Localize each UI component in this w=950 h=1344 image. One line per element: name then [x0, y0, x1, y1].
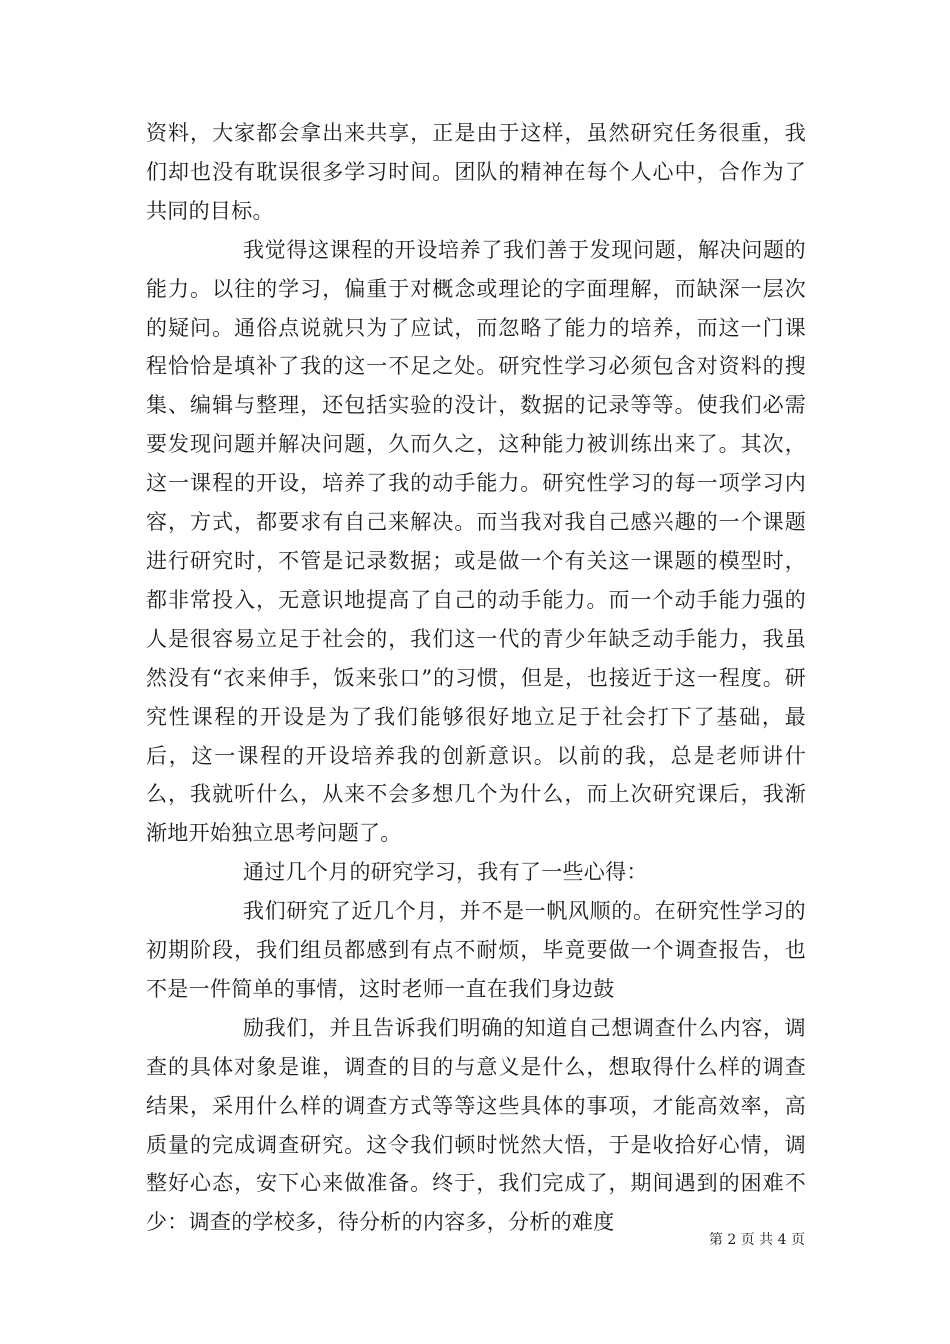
paragraph: 我们研究了近几个月，并不是一帆风顺的。在研究性学习的初期阶段，我们组员都感到有点不耐烦，毕竟要做一个调查报告，也不是一件简单的事情，这时老师一直在我们身边鼓 — [146, 899, 806, 1001]
paragraph: 我觉得这课程的开设培养了我们善于发现问题，解决问题的能力。以往的学习，偏重于对概念或理论的字面理解，而缺深一层次的疑问。通俗点说就只为了应试，而忽略了能力的培养，而这一门课程恰恰是填补了我的这一不足之处。研究性学习必须包含对资料的搜集、编辑与整理，还包括实验的没计，数据的记录等等。使我们必需要发现问题并解决问题，久而久之，这种能力被训练出来了。其次，这一课程的开设，培养了我的动手能力。研究性学习的每一项学习内容，方式，都要求有自己来解决。而当我对我自己感兴趣的一个课题进行研究时，不管是记录数据；或是做一个有关这一课题的模型时，都非常投入，无意识地提高了自己的动手能力。而一个动手能力强的人是很容易立足于社会的，我们这一代的青少年缺乏动手能力，我虽然没有“衣来伸手，饭来张口”的习惯，但是，也接近于这一程度。研究性课程的开设是为了我们能够很好地立足于社会打下了基础，最后，这一课程的开设培养我的创新意识。以前的我，总是老师讲什么，我就听什么，从来不会多想几个为什么，而上次研究课后，我渐渐地开始独立思考问题了。 — [146, 237, 806, 846]
page-number-footer: 第 2 页 共 4 页 — [708, 1232, 805, 1248]
paragraph: 通过几个月的研究学习，我有了一些心得： — [243, 860, 648, 885]
document-body — [146, 114, 806, 1242]
paragraph: 资料，大家都会拿出来共享，正是由于这样，虽然研究任务很重，我们却也没有耽误很多学习时间。团队的精神在每个人心中，合作为了共同的目标。 — [146, 121, 806, 223]
paragraph: 励我们，并且告诉我们明确的知道自己想调查什么内容，调查的具体对象是谁，调查的目的与意义是什么，想取得什么样的调查结果，采用什么样的调查方式等等这些具体的事项，才能高效率，高质量的完成调查研究。这令我们顿时恍然大悟，于是收拾好心情，调整好心态，安下心来做准备。终于，我们完成了，期间遇到的困难不少：调查的学校多，待分析的内容多，分析的难度 — [146, 1015, 806, 1235]
